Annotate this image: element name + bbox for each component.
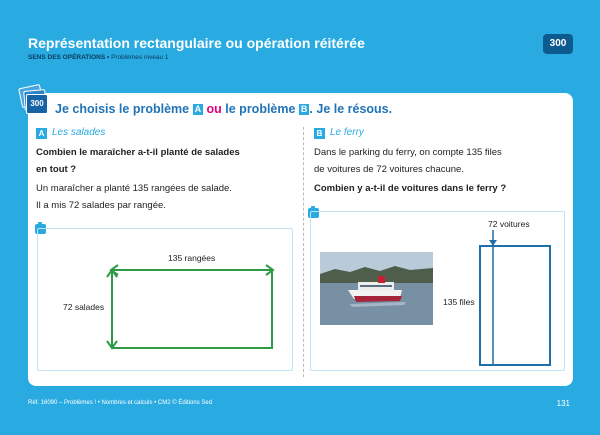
- instruction-part1: Je choisis le problème: [55, 102, 193, 116]
- card-number: 300: [26, 94, 48, 114]
- page-number: 131: [556, 399, 570, 408]
- problem-a-title: Les salades: [52, 127, 106, 138]
- footer-reference: Réf. 16090 – Problèmes ! • Nombres et calculs • CM2 © Éditions Sed: [28, 400, 213, 406]
- tag-a: A: [194, 104, 202, 114]
- problem-b-title: Le ferry: [330, 127, 364, 138]
- instruction-part3: . Je le résous.: [309, 102, 393, 116]
- ferry-parking-rect: [480, 246, 550, 365]
- problem-b-statement-line1: Dans le parking du ferry, on compte 135 files: [314, 147, 502, 158]
- subtitle-category: SENS DES OPÉRATIONS •: [28, 54, 110, 61]
- instruction-ou: ou: [203, 102, 226, 116]
- problem-b-top-label: 72 voitures: [488, 219, 530, 229]
- instruction-part2: le problème: [225, 102, 299, 116]
- subtitle-level: Problèmes niveau 1: [109, 54, 169, 61]
- problem-a-statement-line1: Un maraîcher a planté 135 rangées de salade.: [36, 183, 232, 194]
- problem-number-badge: 300: [543, 34, 573, 54]
- problem-a-side-label: 72 salades: [63, 302, 105, 312]
- problem-b-tag: B: [314, 128, 325, 139]
- problem-a-top-label: 135 rangées: [168, 253, 216, 263]
- problem-b-side-label: 135 files: [443, 297, 475, 307]
- problem-a-tag: A: [36, 128, 47, 139]
- problem-b-question: Combien y a-t-il de voitures dans le ferry ?: [314, 183, 507, 194]
- problem-a-statement-line2: Il a mis 72 salades par rangée.: [36, 200, 166, 211]
- problem-a-question-line1: Combien le maraîcher a-t-il planté de salades: [36, 147, 240, 158]
- tag-b: B: [300, 104, 308, 114]
- page-title: Représentation rectangulaire ou opération réitérée: [28, 35, 365, 51]
- problem-a-question-line2: en tout ?: [36, 164, 77, 175]
- problem-b-statement-line2: de voitures de 72 voitures chacune.: [314, 164, 464, 175]
